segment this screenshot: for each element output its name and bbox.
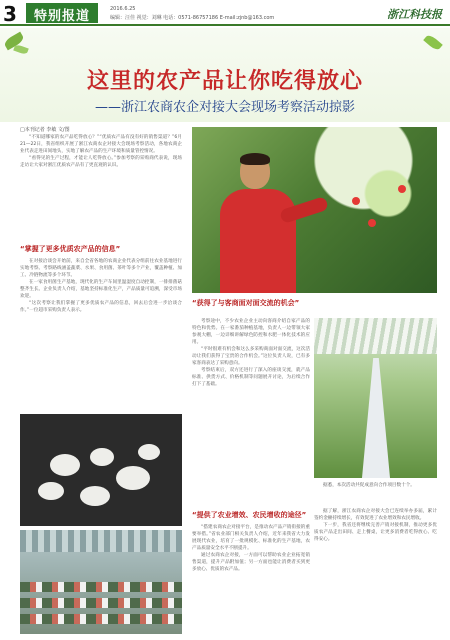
byline: □本刊记者 李敏 文/图 <box>20 127 70 133</box>
intro-paragraph: “不知道哪家的农产品吃得放心？”“优质农产品有没有好的销售渠道？”6月21—22日，我省组织开展了浙江农商农企对接大会现场考察活动，各地农商企业代表走进田间地头，实地了解农产品的生产环境和质量管控情况。 <box>20 135 182 154</box>
farmer-figure <box>220 189 296 293</box>
photo-mushrooms <box>20 414 182 526</box>
photo-greenhouse <box>314 318 437 478</box>
section-heading-3: “提供了农业增效、农民增收的途径” <box>192 511 307 519</box>
mushroom-icon <box>80 486 110 506</box>
section-banner <box>26 3 98 23</box>
newspaper-logo: 浙江科技报 <box>387 8 442 21</box>
mushroom-icon <box>138 444 160 460</box>
section-heading-1: “掌握了更多优质农产品的信息” <box>20 245 121 253</box>
tomato-icon <box>368 219 376 227</box>
greenhouse-roof <box>314 318 437 354</box>
section-body-2 <box>192 318 310 490</box>
intro-text <box>20 134 182 236</box>
body-paragraph: “平时很难有机会和这么多采购商面对面交流，这次活动让我们获得了宝贵的合作机会。”这位负责人说，已有多家客商表达了采购意向。 <box>192 347 310 366</box>
page-header <box>0 0 450 26</box>
body-paragraph: “这次考察让我们掌握了更多优质农产品的信息，回去后会进一步洽谈合作。”一位超市采购负责人表示。 <box>20 301 182 313</box>
editorial-line: 编辑：汪佳 视觉：刘琳 电话：0571-86757186 E-mail:zjnb@163.com <box>110 15 275 21</box>
body-paragraph: 考察途中，不少农业企业主动向客商介绍自家产品的特色和优势。在一家番茄种植基地，负责人一边带领大家参观大棚，一边详细讲解绿色防控和水肥一体化技术的应用。 <box>192 319 310 345</box>
section-body-1 <box>20 258 182 410</box>
intro-paragraph: “看得见的生产过程，才能让人吃得放心。”参加考察的采购商代表说，现场走访让大家对浙江优质农产品有了更直观的认识。 <box>20 156 182 168</box>
body-paragraph: 下一步，我省还将继续完善产销对接机制，推动更多优质农产品走出田间、走上餐桌，让更多消费者吃得放心、吃得安心。 <box>314 523 437 542</box>
issue-date: 2016.6.25 <box>110 6 136 12</box>
photo-processing-hall <box>20 530 182 634</box>
section-title: 特别报道 <box>34 9 91 24</box>
produce-row <box>20 582 182 592</box>
body-paragraph: 在对接洽谈会开始前，来自全省各地的农商企业代表分组前往农业基地进行实地考察。考察路线涵盖蔬菜、水果、食用菌、茶叶等多个产业，覆盖种植、加工、冷链物流等多个环节。 <box>20 259 182 278</box>
body-paragraph: 在一家食用菌生产基地，现代化的生产车间里温湿度自动控制，一排排菌菇整齐生长。企业负责人介绍，基地坚持标准化生产，产品质量可追溯，深受市场欢迎。 <box>20 280 182 299</box>
body-paragraph: 考察结束后，双方还进行了深入的座谈交流，就产品标准、供货方式、价格机制等问题展开讨论，为后续合作打下了基础。 <box>192 368 310 387</box>
mushroom-icon <box>90 448 114 466</box>
mushroom-icon <box>38 482 64 500</box>
body-paragraph: 据了解，浙江农商农企对接大会已连续举办多届，累计签约金额持续增长，有效促进了农业增效和农民增收。 <box>314 509 437 521</box>
body-paragraph: 据悉，本次活动共促成意向合作项目数十个。 <box>323 483 415 488</box>
main-photo-farmer <box>192 127 437 293</box>
tomato-icon <box>398 185 406 193</box>
hall-roof <box>20 530 182 552</box>
section-body-3 <box>192 524 310 636</box>
leaf-decoration-icon <box>13 44 29 55</box>
headline-banner <box>0 28 450 122</box>
tomato-icon <box>352 197 360 205</box>
produce-row <box>20 598 182 608</box>
section-heading-2: “获得了与客商面对面交流的机会” <box>192 299 300 307</box>
mushroom-icon <box>50 454 80 476</box>
body-paragraph: “搭建农商农企对接平台，是推动农产品产销衔接的重要举措。”省农业部门相关负责人介绍，近年来我省大力发展现代农业，培育了一批规模化、标准化的生产基地，农产品质量安全水平不断提升。 <box>192 525 310 551</box>
article-title: 这里的农产品让你吃得放心 <box>86 69 363 94</box>
produce-row <box>20 614 182 624</box>
page-number: 3 <box>3 2 17 26</box>
body-paragraph: 通过农商农企对接，一方面可以帮助农业企业拓宽销售渠道，提升产品附加值；另一方面也能让消费者买到更多放心、优质的农产品。 <box>192 553 310 572</box>
section-body-2-continued <box>314 482 437 502</box>
section-body-3-continued <box>314 508 437 636</box>
mushroom-icon <box>116 466 150 490</box>
greenhouse-path <box>362 358 390 478</box>
article-subtitle: ——浙江农商农企对接大会现场考察活动掠影 <box>94 100 355 115</box>
farmer-hair <box>240 153 270 165</box>
leaf-decoration-icon <box>423 33 443 51</box>
